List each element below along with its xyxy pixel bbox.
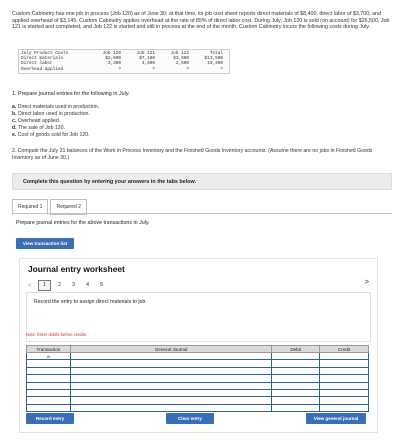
page-2-button[interactable]: 2 (57, 282, 62, 288)
credit-input[interactable] (320, 367, 369, 374)
credit-input[interactable] (320, 375, 369, 382)
debit-input[interactable] (272, 382, 320, 389)
table-row (27, 367, 369, 374)
cost-cell: Direct materials (21, 56, 64, 62)
cost-cell: $2,600 (105, 56, 121, 62)
cost-cell: ? (186, 66, 189, 72)
worksheet-title: Journal entry worksheet (28, 264, 125, 274)
cost-header-job122: Job 122 (170, 51, 189, 56)
cost-cell: $7,100 (139, 56, 155, 62)
col-debit: Debit (272, 346, 320, 353)
credit-input[interactable] (320, 353, 369, 360)
credit-input[interactable] (320, 360, 369, 367)
chevron-right-icon[interactable]: > (364, 279, 369, 286)
table-row (27, 360, 369, 367)
credit-input[interactable] (320, 404, 369, 411)
view-transaction-list-button[interactable]: View transaction list (16, 238, 74, 249)
transaction-cell (27, 404, 71, 411)
item-letter: b. (12, 110, 17, 117)
transaction-cell: a (27, 353, 71, 360)
cost-header-job120: Job 120 (102, 51, 121, 56)
account-select[interactable] (70, 360, 271, 367)
account-select[interactable] (70, 375, 271, 382)
problem-intro: Custom Cabinetry has one job in process (Job 120) as of June 30; at that time, its job cost sheet reports direct materials of $8,400, direct labor of $3,700, and applied overhead of $3,145. Custom Cabinetry applies overhead at the rate of 85% of direct labor cost. During July, Job 120 is sold (on account) for $26,500, Job 121 is started and completed, and Job 122 is started and still in process at the end of the month. Custom Cabinetry incurs the following costs during July. (12, 11, 390, 31)
item-letter: c. (12, 117, 17, 124)
col-transaction: Transaction (27, 346, 71, 353)
worksheet-instruction: Record the entry to assign direct materials to job. (34, 299, 147, 305)
item-letter: a. (12, 104, 17, 110)
table-row (27, 389, 369, 396)
task1-list (12, 104, 99, 139)
cost-cell: 3,300 (107, 61, 121, 67)
transaction-cell (27, 367, 71, 374)
debit-input[interactable] (272, 360, 320, 367)
record-entry-button[interactable]: Record entry (26, 413, 74, 424)
page-3-button[interactable]: 3 (71, 282, 76, 288)
account-select[interactable] (70, 353, 271, 360)
transaction-cell (27, 389, 71, 396)
item-text: The sale of Job 120. (17, 124, 65, 131)
transaction-cell (27, 382, 71, 389)
cost-header-label: July Product Costs (21, 51, 69, 56)
page-4-button[interactable]: 4 (85, 282, 90, 288)
item-letter: e. (12, 131, 17, 138)
prepare-instruction: Prepare journal entries for the above transactions in July. (16, 220, 150, 226)
transaction-cell (27, 360, 71, 367)
credit-input[interactable] (320, 389, 369, 396)
journal-table (26, 345, 369, 412)
transaction-cell (27, 397, 71, 404)
journal-table-header (27, 346, 369, 353)
debit-input[interactable] (272, 404, 320, 411)
cost-cell: Overhead applied (21, 66, 64, 72)
task1-title: 1. Prepare journal entries for the following in July. (12, 91, 130, 97)
journal-entry-worksheet (19, 258, 378, 433)
cost-cell: 2,500 (175, 61, 189, 67)
account-select[interactable] (70, 382, 271, 389)
debit-input[interactable] (272, 375, 320, 382)
table-row (27, 353, 369, 360)
table-row (27, 397, 369, 404)
list-item (12, 104, 99, 111)
item-text: Overhead applied. (17, 117, 61, 124)
cost-header-total: Total (209, 51, 223, 56)
task2-text: 2. Compute the July 31 balances of the Work in Process Inventory and the Finished Goods Inventory accounts. (Assume there are no jobs in Finished Goods Inventory as of June 30.) (12, 148, 373, 161)
cost-row-overhead-applied (21, 67, 227, 72)
table-row (27, 382, 369, 389)
tab-required-2[interactable]: Required 2 (50, 199, 86, 215)
debit-input[interactable] (272, 397, 320, 404)
clear-entry-button[interactable]: Clear entry (166, 413, 214, 424)
page-5-button[interactable]: 5 (99, 282, 104, 288)
account-select[interactable] (70, 367, 271, 374)
cost-table (18, 49, 230, 74)
tab-divider (12, 213, 392, 214)
list-item (12, 132, 99, 139)
table-row (27, 404, 369, 411)
col-general-journal: General Journal (70, 346, 271, 353)
cost-header-job121: Job 121 (136, 51, 155, 56)
cost-cell: 4,600 (141, 61, 155, 67)
page-1-button[interactable]: 1 (38, 280, 51, 291)
account-select[interactable] (70, 397, 271, 404)
cost-cell: $13,500 (204, 56, 223, 62)
tab-required-1[interactable]: Required 1 (12, 199, 48, 215)
transaction-cell (27, 375, 71, 382)
instruction-banner: Complete this question by entering your answers in the tabs below. (12, 173, 392, 190)
cost-cell: ? (152, 66, 155, 72)
list-item (12, 125, 99, 132)
debit-input[interactable] (272, 353, 320, 360)
debit-input[interactable] (272, 367, 320, 374)
worksheet-pager (28, 280, 110, 291)
item-text: Direct materials used in production. (17, 104, 100, 110)
item-text: Direct labor used in production. (18, 110, 90, 117)
cost-cell: ? (118, 66, 121, 72)
credit-input[interactable] (320, 397, 369, 404)
list-item (12, 111, 99, 118)
col-credit: Credit (320, 346, 369, 353)
list-item (12, 118, 99, 125)
credit-input[interactable] (320, 382, 369, 389)
cost-cell: Direct labor (21, 61, 53, 67)
item-letter: d. (12, 124, 17, 131)
view-general-journal-button[interactable]: View general journal (306, 413, 366, 424)
cost-cell: 10,400 (207, 61, 223, 67)
account-select[interactable] (70, 389, 271, 396)
cost-cell: $3,800 (173, 56, 189, 62)
chevron-left-icon[interactable]: < (28, 282, 32, 289)
item-text: Cost of goods sold for Job 120. (17, 131, 90, 138)
cost-cell: ? (220, 66, 223, 72)
debit-credit-note: Note: Enter debits before credits. (26, 332, 88, 337)
account-select[interactable] (70, 404, 271, 411)
debit-input[interactable] (272, 389, 320, 396)
table-row (27, 375, 369, 382)
